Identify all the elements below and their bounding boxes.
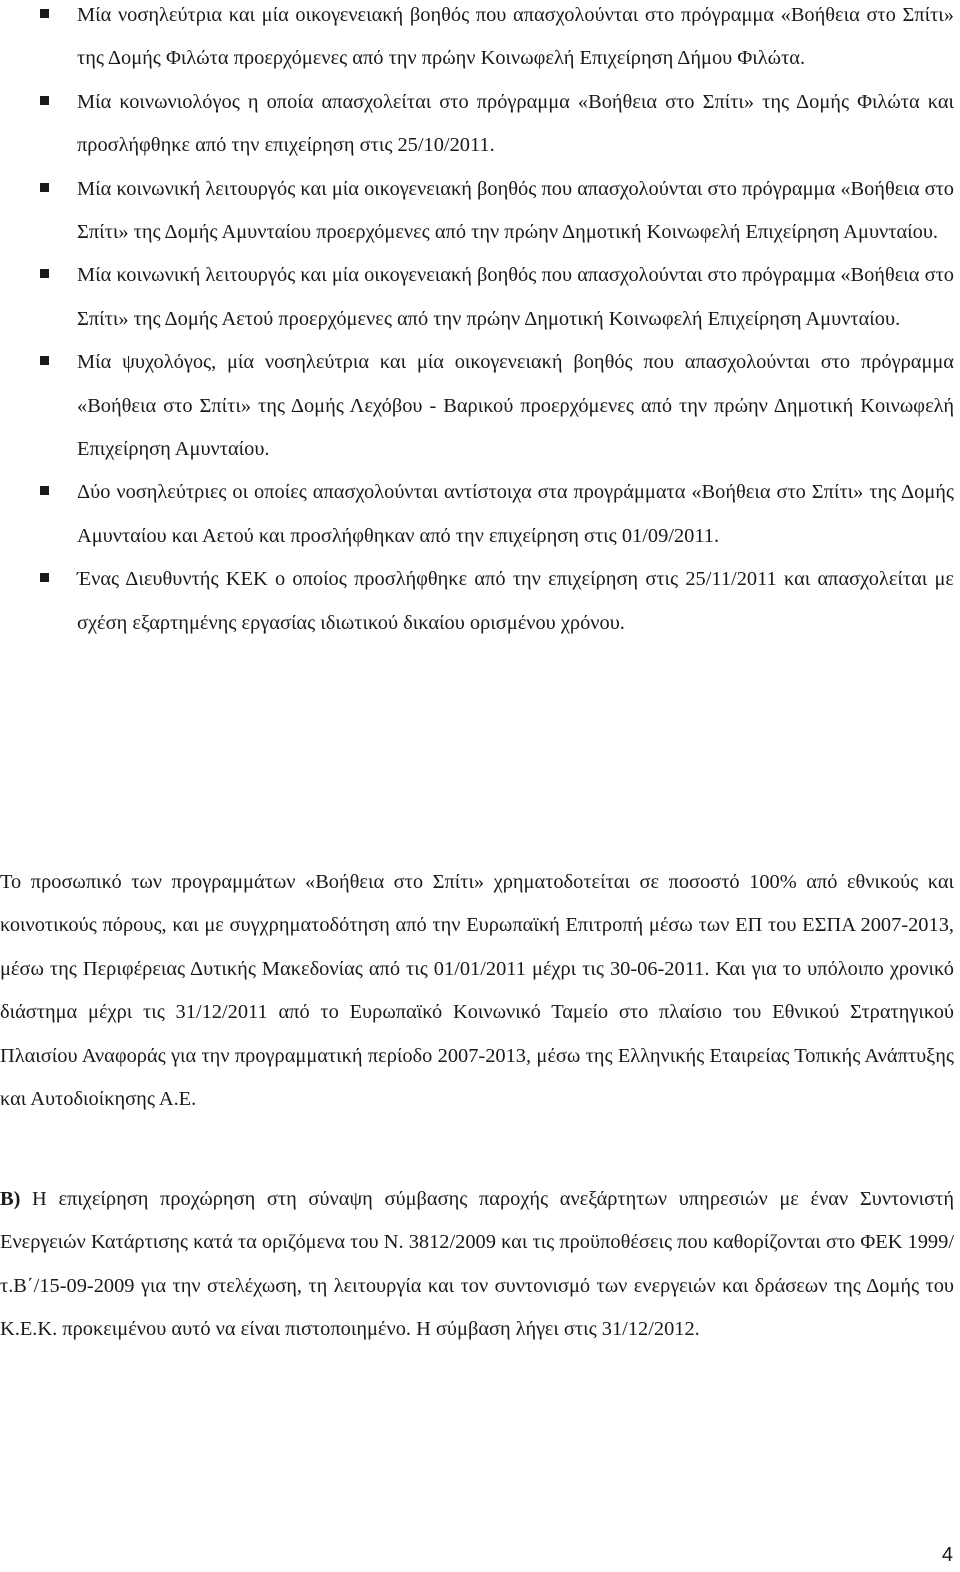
- list-item-text: Μία κοινωνιολόγος η οποία απασχολείται στο πρόγραμμα «Βοήθεια στο Σπίτι» της Δομής Φιλώτα και προσλήφθηκε από την επιχείρηση στις 25/10/2011.: [77, 90, 954, 157]
- list-item-text: Δύο νοσηλεύτριες οι οποίες απασχολούνται αντίστοιχα στα προγράμματα «Βοήθεια στο Σπίτι» της Δομής Αμυνταίου και Αετού και προσλήφθηκαν από την επιχείρηση στις 01/09/2011.: [77, 481, 954, 547]
- page-number: 4: [941, 1544, 953, 1566]
- list-item: [0, 0, 960, 81]
- list-item: [0, 341, 960, 471]
- square-bullet-icon: [40, 183, 49, 192]
- square-bullet-icon: [40, 96, 49, 105]
- section-b-text: Η επιχείρηση προχώρηση στη σύναψη σύμβασης παροχής ανεξάρτητων υπηρεσιών με έναν Συντονιστή Ενεργειών Κατάρτισης κατά τα οριζόμενα του Ν. 3812/2009 και τις προϋποθέσεις που καθορίζονται στο ΦΕΚ 1999/τ.Β΄/15-09-2009 για την στελέχωση, τη λειτουργία και τον συντονισμό των ενεργειών και δράσεων της Δομής του Κ.Ε.Κ. προκειμένου αυτό να είναι πιστοποιημένο. Η σύμβαση λήγει στις 31/12/2012.: [0, 1188, 954, 1341]
- square-bullet-icon: [40, 9, 49, 18]
- square-bullet-icon: [40, 573, 49, 582]
- list-item: [0, 168, 960, 255]
- list-item-text: Μία κοινωνική λειτουργός και μία οικογενειακή βοηθός που απασχολούνται στο πρόγραμμα «Βοήθεια στο Σπίτι» της Δομής Αετού προερχόμενες από την πρώην Δημοτική Κοινωφελή Επιχείρηση Αμυνταίου.: [77, 264, 954, 330]
- section-b-label: Β): [0, 1188, 21, 1210]
- list-item: [0, 81, 960, 168]
- funding-paragraph: Το προσωπικό των προγραμμάτων «Βοήθεια στο Σπίτι» χρηματοδοτείται σε ποσοστό 100% από εθνικούς και κοινοτικούς πόρους, και με συγχρηματοδότηση από την Ευρωπαϊκή Επιτροπή μέσω των ΕΠ του ΕΣΠΑ 2007-2013, μέσω της Περιφέρειας Δυτικής Μακεδονίας από τις 01/01/2011 μέχρι τις 30-06-2011. Και για το υπόλοιπο χρονικό διάστημα μέχρι τις 31/12/2011 από το Ευρωπαϊκό Κοινωνικό Ταμείο στο πλαίσιο του Εθνικού Στρατηγικού Πλαισίου Αναφοράς για την προγραμματική περίοδο 2007-2013, μέσω της Ελληνικής Εταιρείας Τοπικής Ανάπτυξης και Αυτοδιοίκησης Α.Ε.: [0, 871, 954, 1111]
- list-item-text: Ένας Διευθυντής ΚΕΚ ο οποίος προσλήφθηκε από την επιχείρηση στις 25/11/2011 και απασχολείται με σχέση εξαρτημένης εργασίας ιδιωτικού δικαίου ορισμένου χρόνου.: [77, 568, 954, 634]
- square-bullet-icon: [40, 356, 49, 365]
- list-item-text: Μία κοινωνική λειτουργός και μία οικογενειακή βοηθός που απασχολούνται στο πρόγραμμα «Βοήθεια στο Σπίτι» της Δομής Αμυνταίου προερχόμενες από την πρώην Δημοτική Κοινωφελή Επιχείρηση Αμυνταίου.: [77, 177, 954, 244]
- list-item-text: Μία νοσηλεύτρια και μία οικογενειακή βοηθός που απασχολούνται στο πρόγραμμα «Βοήθεια στο Σπίτι» της Δομής Φιλώτα προερχόμενες από την πρώην Κοινωφελή Επιχείρηση Δήμου Φιλώτα.: [77, 4, 954, 70]
- section-b-paragraph: [0, 1178, 954, 1352]
- square-bullet-icon: [40, 486, 49, 495]
- list-item: [0, 558, 960, 645]
- list-item: [0, 471, 960, 558]
- list-item-text: Μία ψυχολόγος, μία νοσηλεύτρια και μία οικογενειακή βοηθός που απασχολούνται στο πρόγραμμα «Βοήθεια στο Σπίτι» της Δομής Λεχόβου - Βαρικού προερχόμενες από την πρώην Δημοτική Κοινωφελή Επιχείρηση Αμυνταίου.: [77, 351, 954, 461]
- square-bullet-icon: [40, 269, 49, 278]
- staff-bullet-list: [0, 0, 960, 645]
- list-item: [0, 254, 960, 341]
